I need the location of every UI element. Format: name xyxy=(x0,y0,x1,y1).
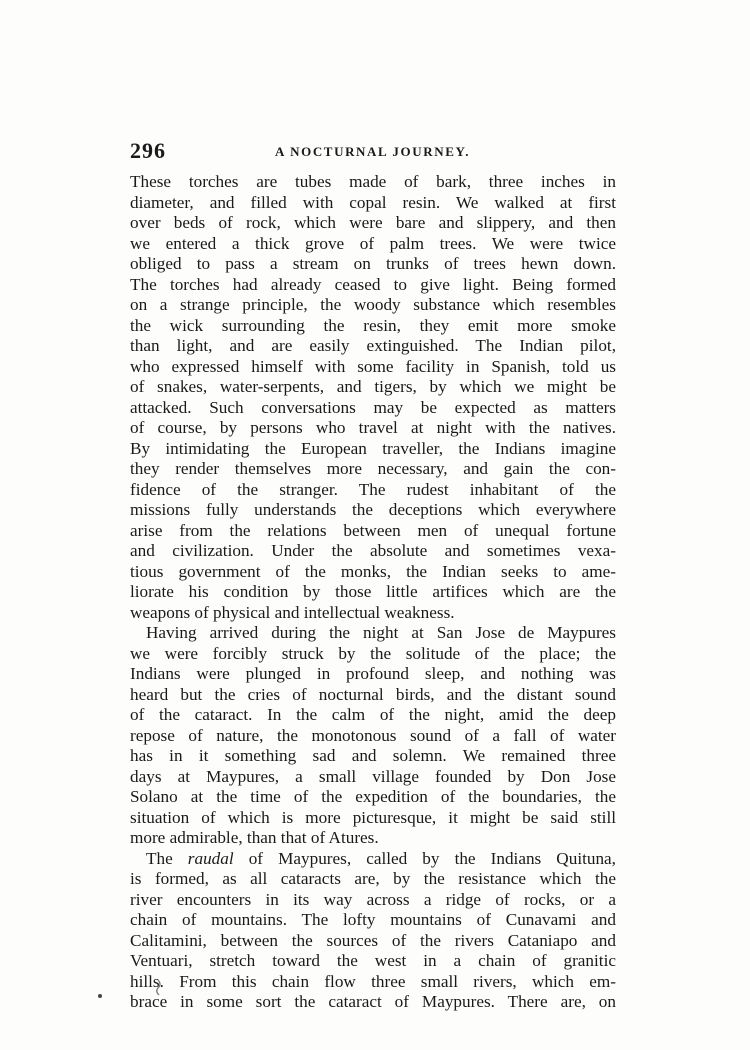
text-line xyxy=(130,480,616,501)
text-line xyxy=(130,972,616,993)
text-line-content: hills. From this chain flow three small rivers, which em- xyxy=(130,971,616,991)
text-line xyxy=(130,541,616,562)
text-line xyxy=(130,685,616,706)
text-line-content: and civilization. Under the absolute and sometimes vexa- xyxy=(130,541,616,560)
text-line xyxy=(130,275,616,296)
body-text xyxy=(130,172,616,1013)
text-line xyxy=(130,664,616,685)
text-line-content: more admirable, than that of Atures. xyxy=(130,828,379,847)
text-line-content: days at Maypures, a small village founded by Don Jose xyxy=(130,766,616,786)
text-line xyxy=(130,951,616,972)
text-line xyxy=(130,172,616,193)
text-line-content: river encounters in its way across a ridge of rocks, or a xyxy=(130,889,616,909)
text-line xyxy=(130,582,616,603)
text-line xyxy=(130,644,616,665)
text-line-content: arise from the relations between men of unequal fortune xyxy=(130,520,616,540)
page-number: 296 xyxy=(130,138,166,163)
text-line-content: repose of nature, the monotonous sound of a fall of water xyxy=(130,725,616,745)
text-line-content: of Maypures, called by the Indians Quituna, xyxy=(233,848,616,868)
text-line xyxy=(130,910,616,931)
text-line-content: fidence of the stranger. The rudest inhabitant of the xyxy=(130,479,616,499)
ink-speck xyxy=(98,994,102,998)
text-line-content: of the cataract. In the calm of the night, amid the deep xyxy=(130,705,616,724)
text-line xyxy=(130,869,616,890)
text-line xyxy=(130,418,616,439)
text-line xyxy=(130,603,616,624)
text-line-content: The torches had already ceased to give light. Being formed xyxy=(130,274,616,294)
text-line-content: attacked. Such conversations may be expected as matters xyxy=(130,397,616,417)
text-line-content: Calitamini, between the sources of the rivers Cataniapo and xyxy=(130,930,616,950)
text-line xyxy=(130,623,616,644)
text-line-content: Indians were plunged in profound sleep, and nothing was xyxy=(130,664,616,683)
text-line-content: tious government of the monks, the Indian seeks to ame- xyxy=(130,561,616,581)
text-line-content: of course, by persons who travel at night with the natives. xyxy=(130,418,616,437)
text-line xyxy=(130,316,616,337)
text-line xyxy=(130,992,616,1013)
text-line xyxy=(130,439,616,460)
text-line-content: diameter, and filled with copal resin. We walked at first xyxy=(130,192,616,212)
text-line-content: over beds of rock, which were bare and slippery, and then xyxy=(130,213,616,232)
text-line-content: we entered a thick grove of palm trees. We were twice xyxy=(130,233,616,253)
text-line-content: situation of which is more picturesque, it might be said still xyxy=(130,807,616,827)
text-line xyxy=(130,787,616,808)
text-line xyxy=(130,808,616,829)
text-line xyxy=(130,193,616,214)
text-line xyxy=(130,767,616,788)
text-line xyxy=(130,849,616,870)
text-line-content: has in it something sad and solemn. We remained three xyxy=(130,746,616,765)
text-line-content: Solano at the time of the expedition of the boundaries, the xyxy=(130,787,616,806)
text-line-content: on a strange principle, the woody substance which resembles xyxy=(130,295,616,314)
text-line-content: By intimidating the European traveller, the Indians imagine xyxy=(130,438,616,458)
text-line-content: liorate his condition by those little artifices which are the xyxy=(130,582,616,601)
text-line-content: weapons of physical and intellectual weakness. xyxy=(130,602,455,622)
text-line xyxy=(130,562,616,583)
text-line xyxy=(130,726,616,747)
text-line xyxy=(130,234,616,255)
text-line-content: the wick surrounding the resin, they emit more smoke xyxy=(130,315,616,335)
text-line xyxy=(130,931,616,952)
text-line xyxy=(130,377,616,398)
page-header xyxy=(130,138,616,168)
text-line-content: Ventuari, stretch toward the west in a chain of granitic xyxy=(130,951,616,970)
text-line-content: they render themselves more necessary, and gain the con- xyxy=(130,459,616,478)
text-line xyxy=(130,336,616,357)
text-line-content: brace in some sort the cataract of Maypures. There are, on xyxy=(130,992,616,1011)
text-line-content: obliged to pass a stream on trunks of trees hewn down. xyxy=(130,254,616,273)
text-line-content: we were forcibly struck by the solitude of the place; the xyxy=(130,643,616,663)
text-line xyxy=(130,213,616,234)
text-line-content: than light, and are easily extinguished. The Indian pilot, xyxy=(130,336,616,355)
text-line-content: is formed, as all cataracts are, by the resistance which the xyxy=(130,869,616,888)
running-head: A NOCTURNAL JOURNEY. xyxy=(275,144,471,159)
italic-term: raudal xyxy=(187,848,234,868)
text-line-content: missions fully understands the deceptions which everywhere xyxy=(130,500,616,519)
text-line xyxy=(130,521,616,542)
text-line xyxy=(130,705,616,726)
text-line-content: These torches are tubes made of bark, three inches in xyxy=(130,172,616,191)
text-line xyxy=(130,828,616,849)
text-line xyxy=(130,746,616,767)
text-line xyxy=(130,500,616,521)
text-line-content: chain of mountains. The lofty mountains of Cunavami and xyxy=(130,910,616,929)
text-line-part: The xyxy=(146,848,188,868)
text-line-content: who expressed himself with some facility in Spanish, told us xyxy=(130,356,616,376)
text-line xyxy=(130,890,616,911)
text-line-content: Having arrived during the night at San Jose de Maypures xyxy=(146,623,616,642)
text-line-content: of snakes, water-serpents, and tigers, by which we might be xyxy=(130,377,616,396)
text-line xyxy=(130,459,616,480)
text-line xyxy=(130,357,616,378)
text-line xyxy=(130,295,616,316)
text-line-content: heard but the cries of nocturnal birds, and the distant sound xyxy=(130,684,616,704)
text-line xyxy=(130,398,616,419)
text-line xyxy=(130,254,616,275)
